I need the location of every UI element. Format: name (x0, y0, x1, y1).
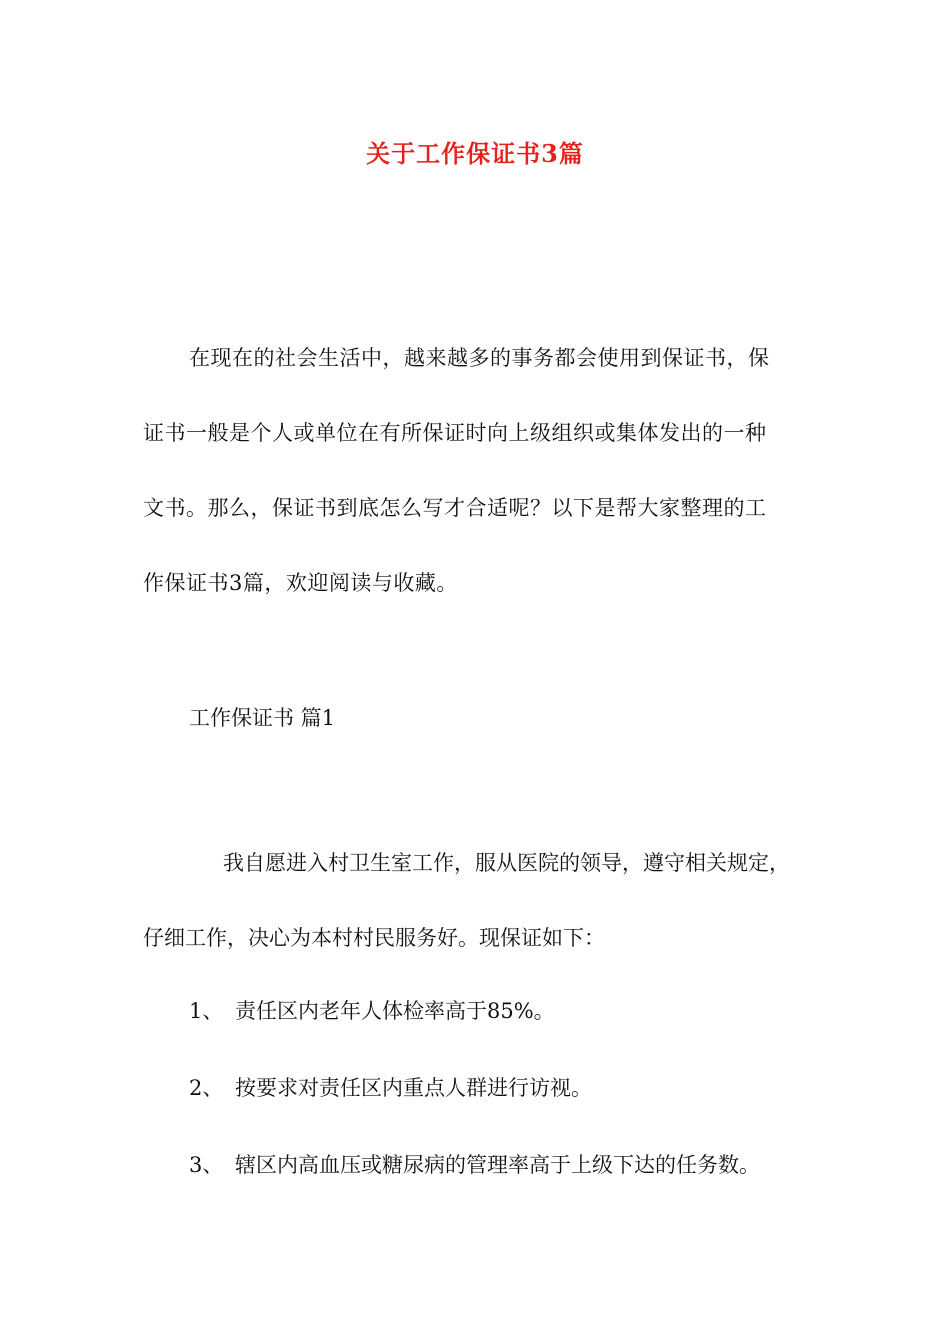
list-item-text: 责任区内老年人体检率高于85%。 (235, 999, 555, 1023)
intro-line: 文书。那么，保证书到底怎么写才合适呢？以下是帮大家整理的工 (143, 496, 767, 520)
intro-line: 在现在的社会生活中，越来越多的事务都会使用到保证书，保 (189, 346, 770, 370)
body-line: 仔细工作，决心为本村村民服务好。现保证如下： (143, 926, 605, 950)
list-item-text: 辖区内高血压或糖尿病的管理率高于上级下达的任务数。 (235, 1153, 760, 1177)
body-line: 我自愿进入村卫生室工作，服从医院的领导，遵守相关规定， (223, 851, 790, 875)
intro-line: 证书一般是个人或单位在有所保证时向上级组织或集体发出的一种 (143, 421, 767, 445)
document-title: 关于工作保证书3篇 (366, 139, 584, 168)
pledge-list (189, 996, 889, 1227)
section-heading: 工作保证书 篇1 (189, 706, 336, 730)
intro-paragraph (143, 321, 813, 621)
list-item-text: 按要求对责任区内重点人群进行访视。 (235, 1076, 592, 1100)
list-item-number: 3、 (189, 1153, 224, 1177)
intro-line: 作保证书3篇，欢迎阅读与收藏。 (143, 571, 458, 595)
body-paragraph (143, 826, 843, 976)
list-item (189, 996, 889, 1027)
list-item-number: 1、 (189, 999, 224, 1023)
list-item (189, 1073, 889, 1104)
list-item-number: 2、 (189, 1076, 224, 1100)
list-item (189, 1150, 889, 1181)
